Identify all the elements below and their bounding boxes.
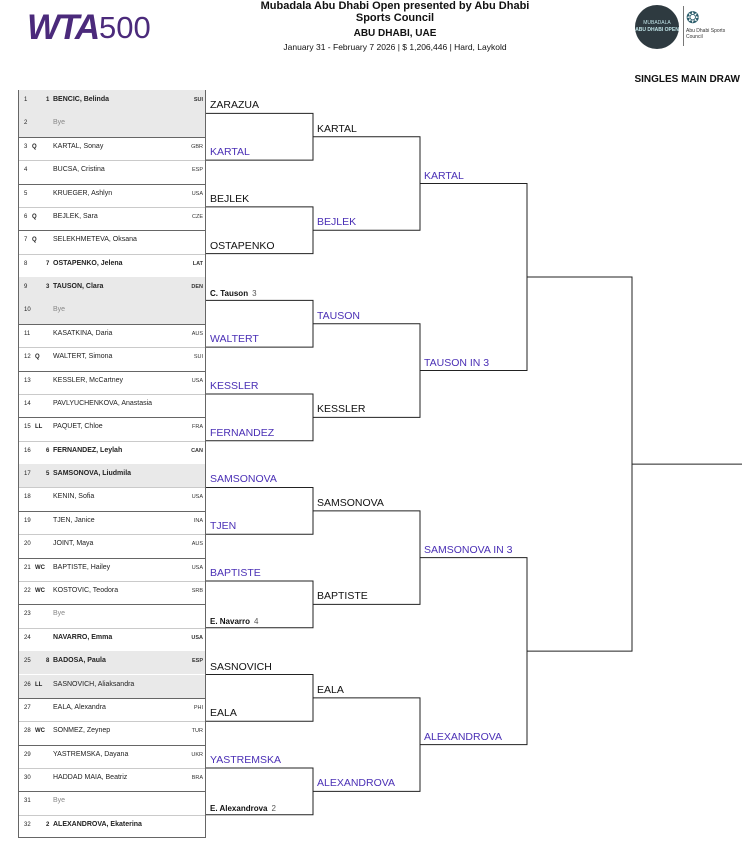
winner-name: BEJLEK — [317, 216, 357, 229]
draw-position: 27 — [24, 704, 31, 711]
draw-position: 12 — [24, 354, 31, 361]
draw-position: 15 — [24, 424, 31, 431]
winner-name: KESSLER — [210, 379, 259, 392]
draw-position: 2 — [24, 120, 28, 127]
quarterfinal-winner — [317, 684, 344, 696]
entry-type: LL — [35, 424, 43, 431]
winner-name: KESSLER — [317, 403, 366, 416]
winner-name: E. Navarro — [210, 616, 251, 626]
tournament-title: Mubadala Abu Dhabi Open presented by Abu Dhabi Sports Council — [260, 0, 530, 24]
second-round-winner — [210, 240, 275, 252]
draw-position: 25 — [24, 658, 31, 665]
second-round-winner — [210, 146, 250, 158]
draw-position: 30 — [24, 775, 31, 782]
quarterfinal-winner — [317, 497, 384, 509]
winner-name: OSTAPENKO — [210, 239, 275, 252]
winner-name: BAPTISTE — [210, 566, 261, 579]
country-code: FRA — [192, 424, 203, 431]
draw-position: 24 — [24, 634, 31, 641]
player-name: KRUEGER, Ashlyn — [53, 189, 113, 197]
winner-name: TAUSON IN 3 — [424, 356, 490, 369]
second-round-winner — [210, 617, 258, 626]
player-name: KENIN, Sofia — [53, 493, 95, 501]
country-code: SUI — [193, 354, 203, 361]
seed-number: 8 — [46, 658, 50, 665]
seed-number: 3 — [252, 289, 257, 299]
country-code: BRA — [191, 775, 203, 782]
quarterfinal-winner — [317, 216, 356, 228]
draw-position: 14 — [24, 400, 31, 407]
player-name: PAVLYUCHENKOVA, Anastasia — [53, 399, 153, 407]
country-code: DEN — [191, 284, 203, 291]
player-name: NAVARRO, Emma — [53, 633, 113, 641]
country-code: AUS — [191, 330, 203, 337]
seed-number: 2 — [271, 803, 276, 813]
country-code: ESP — [191, 167, 203, 174]
country-code: CZE — [192, 213, 203, 220]
player-name: TJEN, Janice — [53, 516, 95, 524]
seed-number: 5 — [46, 471, 50, 478]
second-round-winner — [210, 567, 261, 579]
winner-name: TAUSON — [317, 309, 360, 322]
draw-position: 22 — [24, 587, 31, 594]
winner-name: ZARAZUA — [210, 99, 260, 112]
player-name: ALEXANDROVA, Ekaterina — [53, 820, 142, 828]
winner-name: SAMSONOVA — [210, 473, 277, 486]
player-name: BENCIC, Belinda — [53, 96, 110, 103]
country-code: TUR — [191, 728, 203, 735]
country-code: INA — [193, 517, 203, 524]
draw-position: 11 — [24, 330, 31, 337]
seed-number: 7 — [46, 260, 50, 267]
second-round-winner — [210, 427, 274, 439]
draw-position: 9 — [24, 284, 28, 291]
country-code: UKR — [191, 751, 203, 758]
country-code: USA — [191, 494, 203, 501]
second-round-winner — [210, 289, 257, 298]
draw-position: 23 — [24, 611, 31, 618]
winner-name: EALA — [210, 707, 237, 720]
winner-name: SASNOVICH — [210, 660, 272, 673]
winner-name: KARTAL — [317, 122, 357, 135]
player-name: OSTAPENKO, Jelena — [53, 259, 123, 267]
country-code: SUI — [193, 97, 203, 103]
quarterfinal-winner — [317, 403, 365, 415]
quarterfinal-winner — [317, 777, 395, 789]
winner-name: EALA — [317, 683, 344, 696]
player-name: Bye — [53, 119, 66, 127]
draw-position: 16 — [24, 447, 31, 454]
player-name: JOINT, Maya — [53, 540, 94, 548]
draw-position: 7 — [24, 237, 28, 244]
seed-number: 1 — [46, 97, 50, 103]
semifinal-winner — [424, 357, 489, 369]
entry-type: Q — [32, 213, 37, 220]
entry-type: Q — [32, 143, 37, 150]
country-code: USA — [191, 377, 203, 384]
player-name: KOSTOVIC, Teodora — [53, 586, 119, 594]
entry-type: WC — [35, 587, 45, 594]
draw-position: 20 — [24, 541, 31, 548]
draw-position: 4 — [24, 167, 28, 174]
country-code: USA — [191, 634, 203, 641]
second-round-winner — [210, 333, 259, 345]
seed-number: 6 — [46, 447, 50, 454]
second-round-winner — [210, 707, 237, 719]
wta-logo-number: 500 — [99, 10, 151, 45]
second-round-winner — [210, 520, 236, 532]
semifinal-winner — [424, 731, 502, 743]
seed-number: 3 — [46, 284, 50, 291]
entry-type: WC — [35, 564, 45, 571]
winner-name: KARTAL — [210, 146, 250, 159]
entry-type: LL — [35, 681, 43, 688]
seed-number: 4 — [254, 616, 259, 626]
winner-name: WALTERT — [210, 333, 259, 346]
player-name: FERNANDEZ, Leylah — [53, 446, 123, 454]
winner-name: SAMSONOVA IN 3 — [424, 543, 513, 556]
second-round-winner — [210, 99, 259, 111]
draw-position: 6 — [24, 213, 28, 220]
player-name: Bye — [53, 610, 66, 618]
player-name: WALTERT, Simona — [53, 353, 113, 361]
semifinal-winner — [424, 170, 464, 182]
player-name: HADDAD MAIA, Beatriz — [53, 774, 128, 782]
draw-position: 21 — [24, 564, 31, 571]
draw-position: 8 — [24, 260, 28, 267]
player-name: SELEKHMETEVA, Oksana — [53, 236, 137, 244]
player-name: KASATKINA, Daria — [53, 329, 113, 337]
draw-position: 26 — [24, 681, 31, 688]
tournament-location: ABU DHABI, UAE — [353, 28, 437, 39]
final-bracket — [527, 277, 632, 651]
entry-type: WC — [35, 728, 45, 735]
player-name: KESSLER, McCartney — [53, 376, 124, 384]
country-code: CAN — [191, 447, 203, 454]
winner-name: KARTAL — [424, 169, 464, 182]
semifinal-bracket — [420, 558, 527, 745]
player-name: PAQUET, Chloe — [53, 423, 103, 431]
winner-name: BEJLEK — [210, 192, 250, 205]
second-round-winner — [210, 193, 249, 205]
seed-number: 2 — [46, 821, 50, 828]
player-name: Bye — [53, 797, 66, 805]
semifinal-winner — [424, 544, 513, 556]
player-name: SASNOVICH, Aliaksandra — [53, 680, 135, 688]
second-round-winner — [210, 380, 258, 392]
country-code: USA — [191, 564, 203, 571]
draw-position: 13 — [24, 377, 31, 384]
winner-name: C. Tauson — [210, 289, 249, 299]
tournament-details: January 31 - February 7 2026 | $ 1,206,446 | Hard, Laykold — [283, 42, 507, 52]
draw-position: 3 — [24, 143, 28, 150]
player-name: Bye — [53, 306, 66, 314]
second-round-winner — [210, 754, 281, 766]
second-round-winner — [210, 804, 276, 813]
winner-name: TJEN — [210, 520, 237, 533]
draw-title: SINGLES MAIN DRAW — [634, 74, 740, 85]
player-name: TAUSON, Clara — [53, 283, 104, 291]
player-name: EALA, Alexandra — [53, 703, 106, 711]
draw-position: 28 — [24, 728, 31, 735]
country-code: SRB — [191, 587, 203, 594]
player-name: BUCSA, Cristina — [53, 166, 105, 174]
player-name: BAPTISTE, Hailey — [53, 563, 111, 571]
country-code: AUS — [191, 541, 203, 548]
quarterfinal-winner — [317, 310, 360, 322]
wta-logo-text: WTA — [27, 8, 99, 47]
winner-name: YASTREMSKA — [210, 754, 281, 767]
winner-name: FERNANDEZ — [210, 426, 275, 439]
draw-position: 18 — [24, 494, 31, 501]
quarterfinal-winner — [317, 590, 368, 602]
sponsor-text: Abu Dhabi Sports Council — [686, 28, 726, 40]
entry-type: Q — [35, 354, 40, 361]
sponsor-swirl-icon: ❂ — [686, 10, 700, 27]
badge-line-2: ABU DHABI OPEN — [635, 27, 679, 33]
second-round-winner — [210, 473, 277, 485]
draw-position: 32 — [24, 821, 31, 828]
player-name: BADOSA, Paula — [53, 657, 106, 665]
draw-position: 31 — [24, 798, 31, 805]
quarterfinal-winner — [317, 123, 357, 135]
badge-line-1: MUBADALA — [643, 20, 671, 26]
winner-name: ALEXANDROVA — [424, 730, 502, 743]
draw-position: 17 — [24, 471, 31, 478]
country-code: USA — [191, 190, 203, 197]
draw-position: 10 — [24, 307, 31, 314]
player-name: SONMEZ, Zeynep — [53, 727, 111, 735]
second-round-winner — [210, 661, 272, 673]
entry-type: Q — [32, 237, 37, 244]
country-code: LAT — [192, 260, 203, 267]
draw-position: 1 — [24, 97, 28, 103]
player-name: BEJLEK, Sara — [53, 212, 98, 220]
player-name: SAMSONOVA, Liudmila — [53, 470, 132, 478]
semifinal-bracket — [420, 184, 527, 371]
draw-position: 19 — [24, 517, 31, 524]
winner-name: E. Alexandrova — [210, 803, 268, 813]
winner-name: BAPTISTE — [317, 590, 368, 603]
player-name: KARTAL, Sonay — [53, 142, 104, 150]
player-name: YASTREMSKA, Dayana — [53, 750, 129, 758]
country-code: GBR — [191, 143, 203, 150]
country-code: ESP — [191, 658, 203, 665]
draw-position: 5 — [24, 190, 28, 197]
draw-position: 29 — [24, 751, 31, 758]
winner-name: ALEXANDROVA — [317, 777, 395, 790]
winner-name: SAMSONOVA — [317, 496, 384, 509]
country-code: PHI — [193, 704, 203, 711]
